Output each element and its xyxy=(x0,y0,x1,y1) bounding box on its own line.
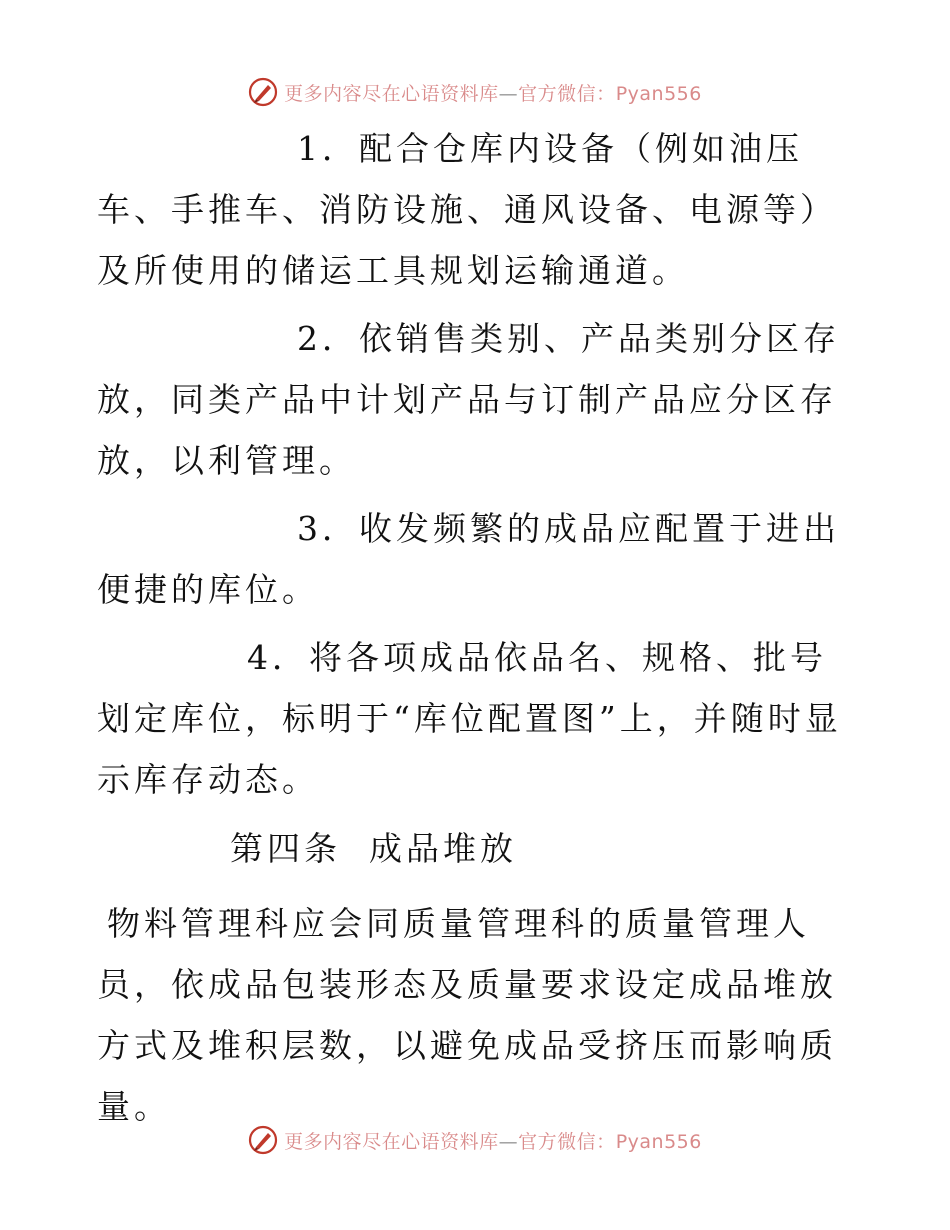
watermark-text: 更多内容尽在心语资料库—官方微信：Pyan556 xyxy=(284,82,702,105)
header-watermark xyxy=(0,72,950,112)
section-number: 第四条 xyxy=(230,829,341,868)
footer-watermark xyxy=(0,1120,950,1160)
paragraph-2: 2．依销售类别、产品类别分区存放，同类产品中计划产品与订制产品应分区存放，以利管理。 xyxy=(97,319,840,480)
quill-pen-logo-icon xyxy=(248,77,278,107)
section-body: 物料管理科应会同质量管理科的质量管理人员，依成品包装形态及质量要求设定成品堆放方式及堆积层数，以避免成品受挤压而影响质量。 xyxy=(97,904,837,1126)
paragraph-3: 3．收发频繁的成品应配置于进出便捷的库位。 xyxy=(97,509,840,609)
quill-pen-logo-icon xyxy=(248,1125,278,1155)
section-title: 成品堆放 xyxy=(369,829,517,868)
paragraph-4: 4．将各项成品依品名、规格、批号划定库位，标明于“库位配置图”上，并随时显示库存动态。 xyxy=(97,638,842,799)
watermark-text: 更多内容尽在心语资料库—官方微信：Pyan556 xyxy=(284,1130,702,1153)
paragraph-1: 1．配合仓库内设备（例如油压车、手推车、消防设施、通风设备、电源等）及所使用的储运工具规划运输通道。 xyxy=(97,129,837,290)
section-heading xyxy=(97,818,852,879)
document-body xyxy=(97,118,852,1137)
